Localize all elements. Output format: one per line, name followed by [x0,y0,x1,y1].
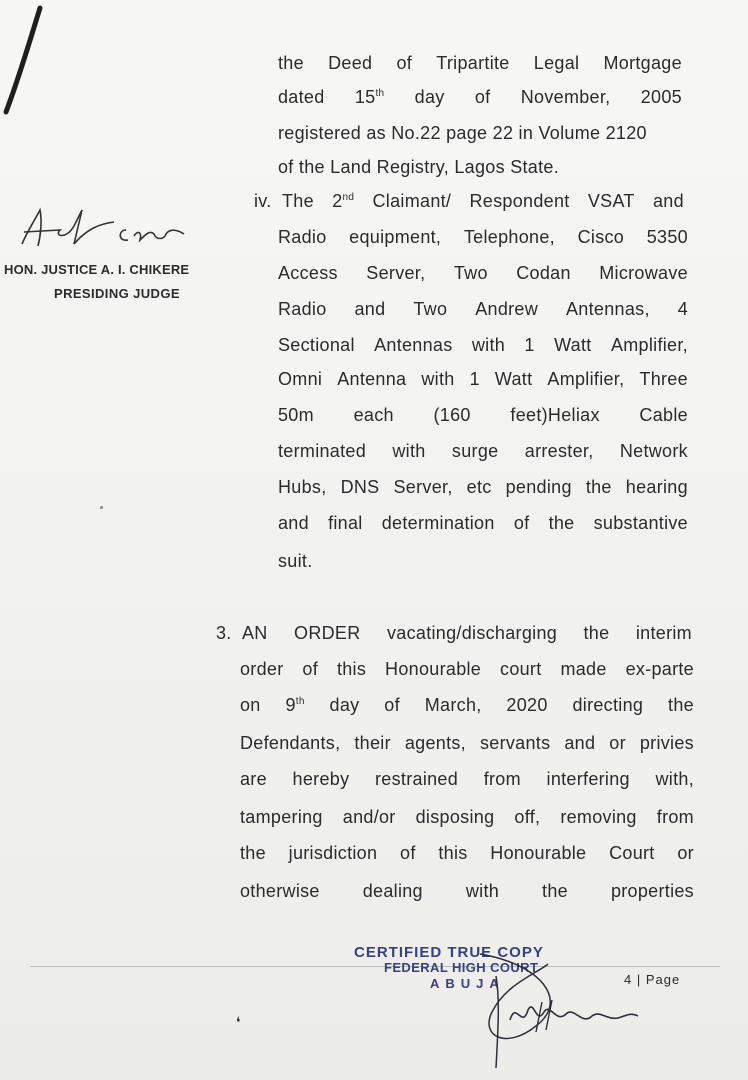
stamp-city-line: ABUJA [430,976,505,991]
text-word: of [513,513,530,533]
text-line [278,404,688,426]
text-word: March, [424,695,482,715]
text-line [282,190,684,212]
text-word: substantive [593,513,688,533]
text-word: otherwise [240,881,320,901]
ordinal-suffix: th [375,88,385,99]
text-line [278,440,688,462]
text-word: on [240,695,261,715]
text-word: the [542,881,568,901]
text-word: Omni [278,369,323,389]
text-line [278,52,682,74]
page-number: 4 | Page [624,972,681,987]
text-line [240,658,694,680]
text-word: terminated [278,441,367,461]
ordinal-suffix: nd [342,192,355,203]
text-word: the [583,623,610,643]
scan-edge-mark [0,0,60,120]
text-word: Deed [328,53,373,73]
text-word: jurisdiction [288,843,378,863]
text-line [278,298,688,320]
text-line [278,156,559,178]
text-line [240,880,694,902]
text-word: the [240,843,266,863]
text-word: ex-parte [625,659,694,679]
text-word: Antennas, [565,299,650,319]
text-word: determination [381,513,495,533]
text-word: feet)Heliax [510,405,600,425]
text-word: made [560,659,607,679]
text-word: The [282,191,314,211]
text-word: Court [609,843,655,863]
text-word: Two [413,299,448,319]
text-word: agents, [404,733,466,753]
text-word: equipment, [349,227,442,247]
text-word: Honourable [385,659,482,679]
text-word: off, [514,807,541,827]
text-word: Sectional [278,335,355,355]
text-word: (160 [433,405,471,425]
text-word: the [278,53,304,73]
text-word: Radio [278,299,327,319]
text-word: interfering [546,769,630,789]
text-word: final [328,513,363,533]
text-word: Claimant/ [372,191,452,211]
text-word: from [656,807,694,827]
text-word: day [329,695,360,715]
text-word: Microwave [599,263,688,283]
text-word: Watt [554,335,592,355]
text-line [278,334,688,356]
text-word: and [564,733,596,753]
text-word: with, [655,769,694,789]
text-line [240,732,694,754]
text-word: are [240,769,267,789]
text-word: Andrew [475,299,539,319]
text-word: Antennas [374,335,453,355]
text-line [240,842,694,864]
text-word: 1 [524,335,535,355]
text-line [278,476,688,498]
text-word: day [414,87,445,107]
text-word: Server, [393,477,453,497]
text-word: etc [466,477,492,497]
text-line [278,262,688,284]
text-word: 2020 [506,695,548,715]
text-word: arrester, [524,441,594,461]
text-word: AN [242,623,268,643]
text-word: Cable [639,405,688,425]
scan-speck [100,506,103,509]
text-word: the [668,695,694,715]
list-marker: 3. [216,623,232,643]
text-word: Server, [366,263,426,283]
list-marker: iv. [254,191,272,211]
text-word: order [240,659,284,679]
text-word: and [278,513,309,533]
text-line [242,622,692,644]
text-line [278,122,647,144]
text-word: pending [505,477,572,497]
text-word: Defendants, [240,733,341,753]
text-word: from [483,769,521,789]
text-word: disposing [415,807,495,827]
text-word: ORDER [294,623,361,643]
text-word: of [474,87,491,107]
text-word: with [465,881,500,901]
text-word: hereby [292,769,350,789]
text-word: Legal [533,53,580,73]
text-word: Respondent [469,191,570,211]
text-word: their [354,733,391,753]
text-run: registered as No.22 page 22 in Volume 2120 [278,123,647,143]
text-word: surge [451,441,499,461]
text-word: Two [453,263,488,283]
text-word: privies [639,733,694,753]
text-word: vacating/discharging [386,623,558,643]
text-line [240,768,694,790]
text-word: tampering [240,807,323,827]
stamp-court-line: FEDERAL HIGH COURT [384,960,539,975]
text-word: directing [572,695,644,715]
text-word: properties [610,881,694,901]
text-word: or [677,843,694,863]
text-word: of [400,843,416,863]
text-word: Access [278,263,338,283]
text-word: VSAT [587,191,635,211]
text-word: or [609,733,626,753]
text-word: dealing [362,881,423,901]
text-line [278,226,688,248]
text-word: of [384,695,400,715]
text-word: Amplifier, [547,369,625,389]
text-word: 5350 [646,227,688,247]
text-word: and [653,191,684,211]
text-word: DNS [340,477,380,497]
text-word: of [396,53,413,73]
text-word: this [438,843,468,863]
text-word: Hubs, [278,477,327,497]
text-line [278,550,313,572]
text-word: removing [560,807,637,827]
text-word: Network [619,441,688,461]
text-word: of [302,659,319,679]
text-word: dated [278,87,325,107]
text-word: hearing [625,477,688,497]
text-word: the [585,477,612,497]
text-word: 1 [469,369,480,389]
margin-mark: ❛ [236,1014,241,1030]
text-word: with [421,369,455,389]
text-word: interim [635,623,692,643]
text-run: of the Land Registry, Lagos State. [278,157,560,177]
text-word: 2005 [640,87,682,107]
handwritten-signature [14,200,214,260]
text-word: with [471,335,506,355]
text-line [278,368,688,390]
text-word: 15th [354,87,385,107]
text-word: the [548,513,575,533]
text-word: Watt [494,369,533,389]
text-word: restrained [375,769,459,789]
certified-true-copy-stamp [330,940,650,1070]
text-word: 50m [278,405,314,425]
text-word: 4 [677,299,688,319]
text-word: 9th [285,695,305,715]
text-word: Telephone, [463,227,555,247]
ordinal-suffix: th [295,696,305,707]
text-word: servants [479,733,551,753]
stamp-certified-line: CERTIFIED TRUE COPY [354,944,544,961]
text-line [240,694,694,716]
text-word: 2nd [332,191,355,211]
text-word: court [500,659,542,679]
text-line [278,512,688,534]
text-word: and [354,299,386,319]
judge-title: PRESIDING JUDGE [54,286,180,301]
judge-name: HON. JUSTICE A. I. CHIKERE [4,262,190,277]
text-run: suit. [278,551,313,571]
text-word: Antenna [337,369,407,389]
text-word: Amplifier, [610,335,688,355]
text-word: each [353,405,394,425]
text-word: with [392,441,426,461]
text-word: Cisco [577,227,625,247]
text-word: Honourable [490,843,587,863]
text-line [278,86,682,108]
text-word: Radio [278,227,327,247]
text-line [240,806,694,828]
stamp-signature-scribble [330,940,650,1070]
text-word: Codan [516,263,571,283]
text-word: and/or [342,807,396,827]
text-word: Tripartite [436,53,510,73]
text-word: this [336,659,367,679]
text-word: Three [639,369,688,389]
text-word: Mortgage [603,53,682,73]
text-word: November, [520,87,611,107]
